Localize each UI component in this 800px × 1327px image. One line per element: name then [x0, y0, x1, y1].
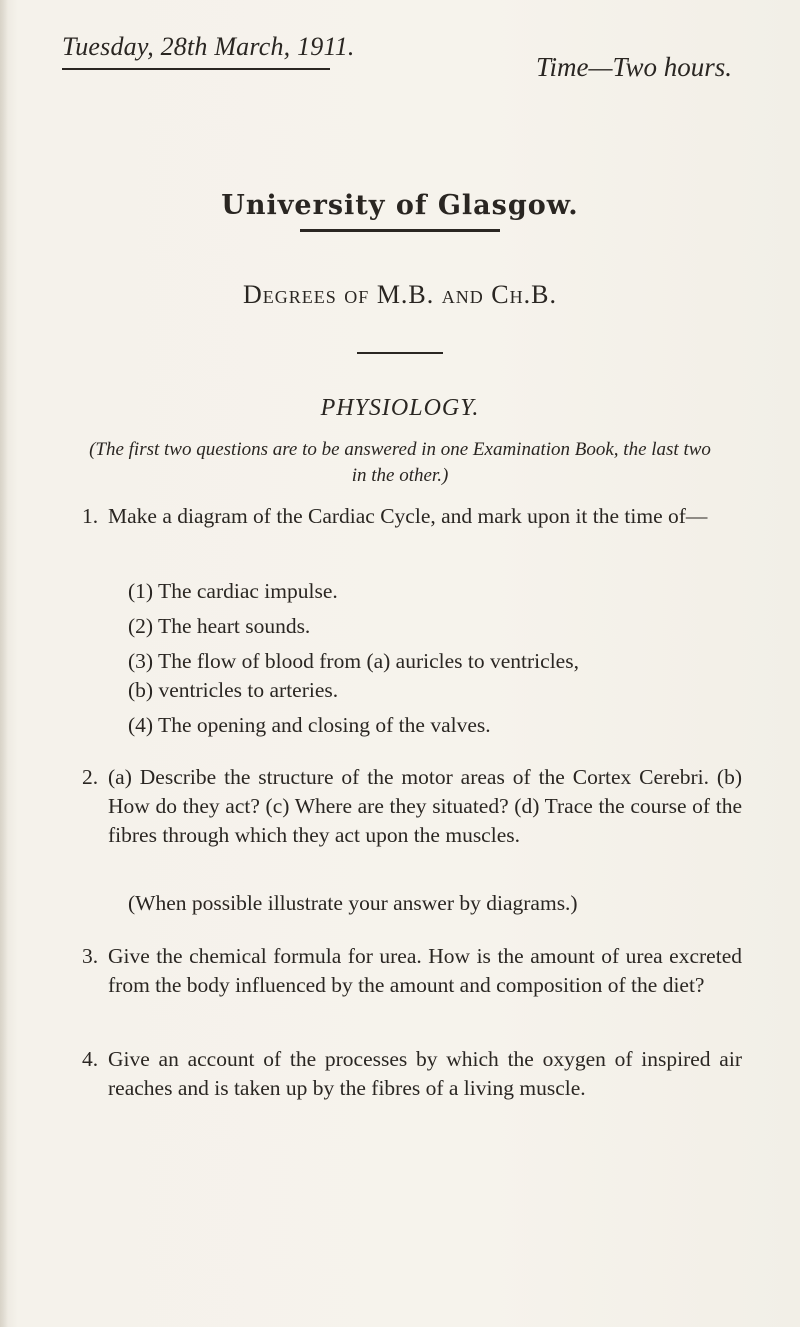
question-text: (a) Describe the structure of the motor areas of the Cortex Cerebri. (b) How do they act? (c) Where are they situated? (d) Trace the course of the fibres through which they act upon the muscles.: [108, 765, 742, 847]
exam-duration: Time—Two hours.: [536, 52, 733, 82]
question-text: Give an account of the processes by which the oxygen of inspired air reaches and is taken up by the fibres of a living muscle.: [108, 1047, 742, 1100]
question-1-part-2: (2) The heart sounds.: [128, 614, 311, 638]
section-divider: [357, 352, 443, 354]
question-number: 1.: [82, 504, 99, 528]
question-1-part-1: (1) The cardiac impulse.: [128, 579, 338, 603]
subject-title: PHYSIOLOGY.: [320, 395, 480, 421]
question-number: 4.: [82, 1047, 99, 1071]
question-text: Make a diagram of the Cardiac Cycle, and mark upon it the time of—: [108, 504, 708, 528]
date-underline: [62, 68, 330, 70]
question-1: [82, 502, 742, 531]
question-number: 3.: [82, 944, 99, 968]
question-2: [82, 763, 742, 850]
question-number: 2.: [82, 765, 99, 789]
question-1-part-3: (3) The flow of blood from (a) auricles to ventricles,: [128, 649, 579, 673]
question-1-part-4: (4) The opening and closing of the valves.: [128, 713, 491, 737]
university-name: University of Glasgow.: [221, 190, 579, 221]
university-underline: [300, 229, 500, 232]
exam-date: Tuesday, 28th March, 1911.: [62, 32, 355, 61]
question-1-part-3b: (b) ventricles to arteries.: [128, 678, 339, 702]
exam-instructions: (The first two questions are to be answered in one Examination Book, the last two in the other.): [89, 439, 711, 486]
question-4: [82, 1045, 742, 1103]
degree-title: Degrees of M.B. and Ch.B.: [243, 280, 557, 309]
question-3: [82, 942, 742, 1000]
question-text: Give the chemical formula for urea. How is the amount of urea excreted from the body influenced by the amount and composition of the diet?: [108, 944, 742, 997]
question-2-note: (When possible illustrate your answer by diagrams.): [128, 891, 578, 915]
